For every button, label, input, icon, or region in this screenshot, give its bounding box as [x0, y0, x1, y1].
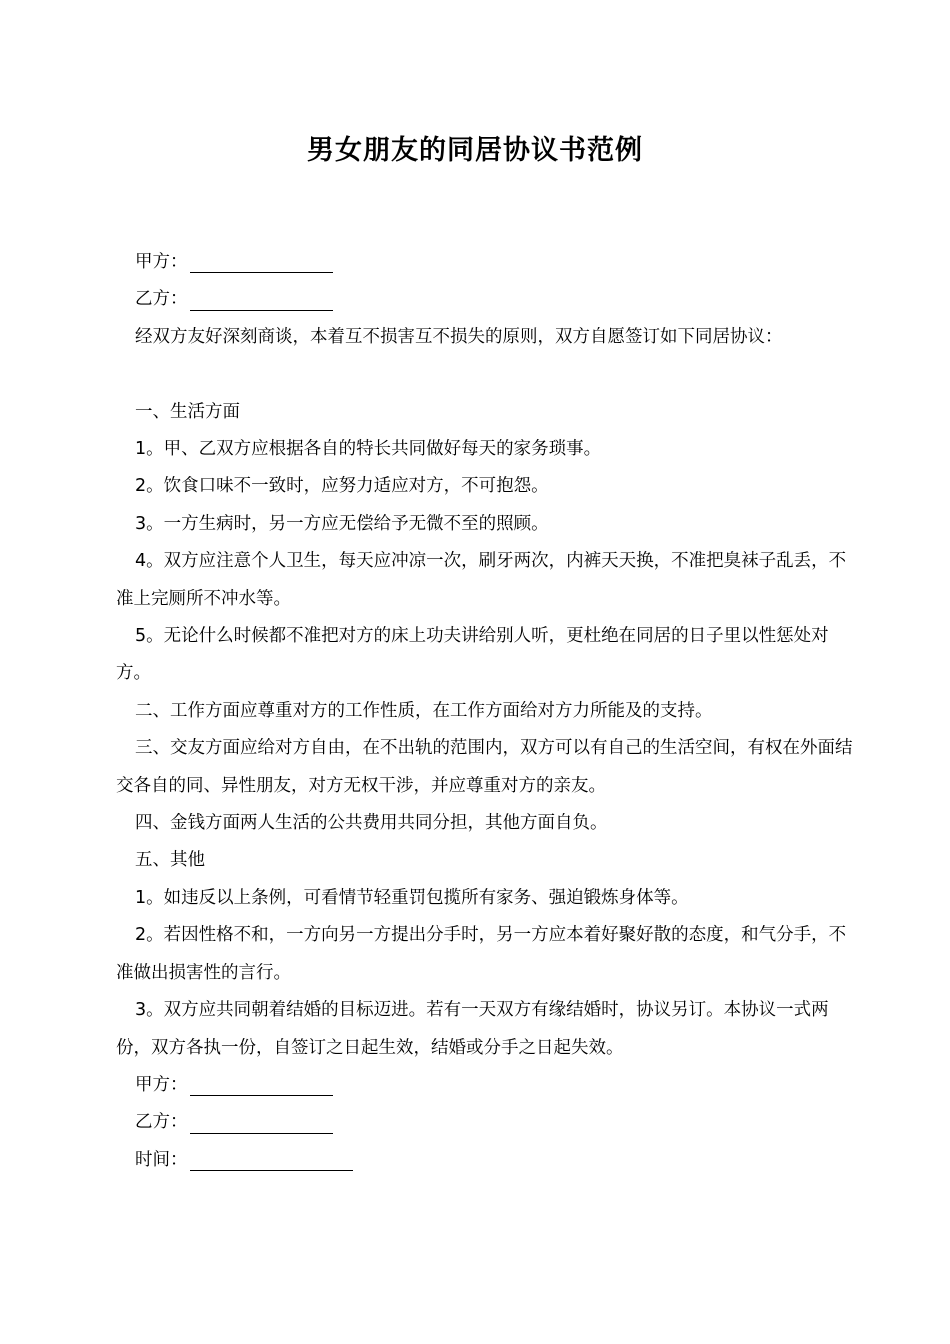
section-life-heading: 一、生活方面 [135, 401, 240, 422]
other-item-1: 1。如违反以上条例，可看情节轻重罚包揽所有家务、强迫锻炼身体等。 [135, 887, 689, 908]
other-item-2: 2。若因性格不和，一方向另一方提出分手时，另一方应本着好聚好散的态度，和气分手，不准做出损害性的言行。 [116, 925, 847, 983]
section-work: 二、工作方面应尊重对方的工作性质，在工作方面给对方力所能及的支持。 [135, 700, 713, 721]
signature-party-b-row [116, 1104, 858, 1141]
party-b-label: 乙方： [135, 289, 188, 310]
life-item-3: 3。一方生病时，另一方应无偿给予无微不至的照顾。 [135, 513, 549, 534]
section-money: 四、金钱方面两人生活的公共费用共同分担，其他方面自负。 [135, 813, 608, 834]
signature-party-a-row [116, 1067, 858, 1104]
signature-party-a-blank [190, 1075, 333, 1096]
party-b-row [116, 281, 858, 318]
signature-party-a-label: 甲方： [135, 1074, 188, 1095]
signature-party-b-label: 乙方： [135, 1112, 188, 1133]
document-title: 男女朋友的同居协议书范例 [307, 135, 643, 166]
life-item-2: 2。饮食口味不一致时，应努力适应对方，不可抱怨。 [135, 476, 549, 497]
signature-time-row [116, 1142, 858, 1179]
other-item-3: 3。双方应共同朝着结婚的目标迈进。若有一天双方有缘结婚时，协议另订。本协议一式两份，双方各执一份，自签订之日起生效，结婚或分手之日起失效。 [116, 1000, 829, 1058]
life-item-4: 4。双方应注意个人卫生，每天应冲凉一次，刷牙两次，内裤天天换，不准把臭袜子乱丢，不准上完厕所不冲水等。 [116, 551, 847, 609]
life-item-1: 1。甲、乙双方应根据各自的特长共同做好每天的家务琐事。 [135, 439, 602, 460]
section-other-heading: 五、其他 [135, 850, 205, 871]
section-friends: 三、交友方面应给对方自由，在不出轨的范围内，双方可以有自己的生活空间，有权在外面结交各自的同、异性朋友，对方无权干涉，并应尊重对方的亲友。 [116, 738, 853, 796]
party-a-blank [190, 252, 333, 273]
signature-party-b-blank [190, 1113, 333, 1134]
section-gap [116, 356, 858, 393]
signature-time-blank [190, 1150, 353, 1171]
party-b-blank [190, 290, 333, 311]
intro-paragraph: 经双方友好深刻商谈，本着互不损害互不损失的原则，双方自愿签订如下同居协议： [135, 326, 783, 347]
life-item-5: 5。无论什么时候都不准把对方的床上功夫讲给别人听，更杜绝在同居的日子里以性惩处对方。 [116, 626, 829, 684]
signature-time-label: 时间： [135, 1149, 188, 1170]
party-a-label: 甲方： [135, 252, 188, 272]
document-body [116, 244, 858, 1179]
party-a-row [116, 244, 858, 281]
